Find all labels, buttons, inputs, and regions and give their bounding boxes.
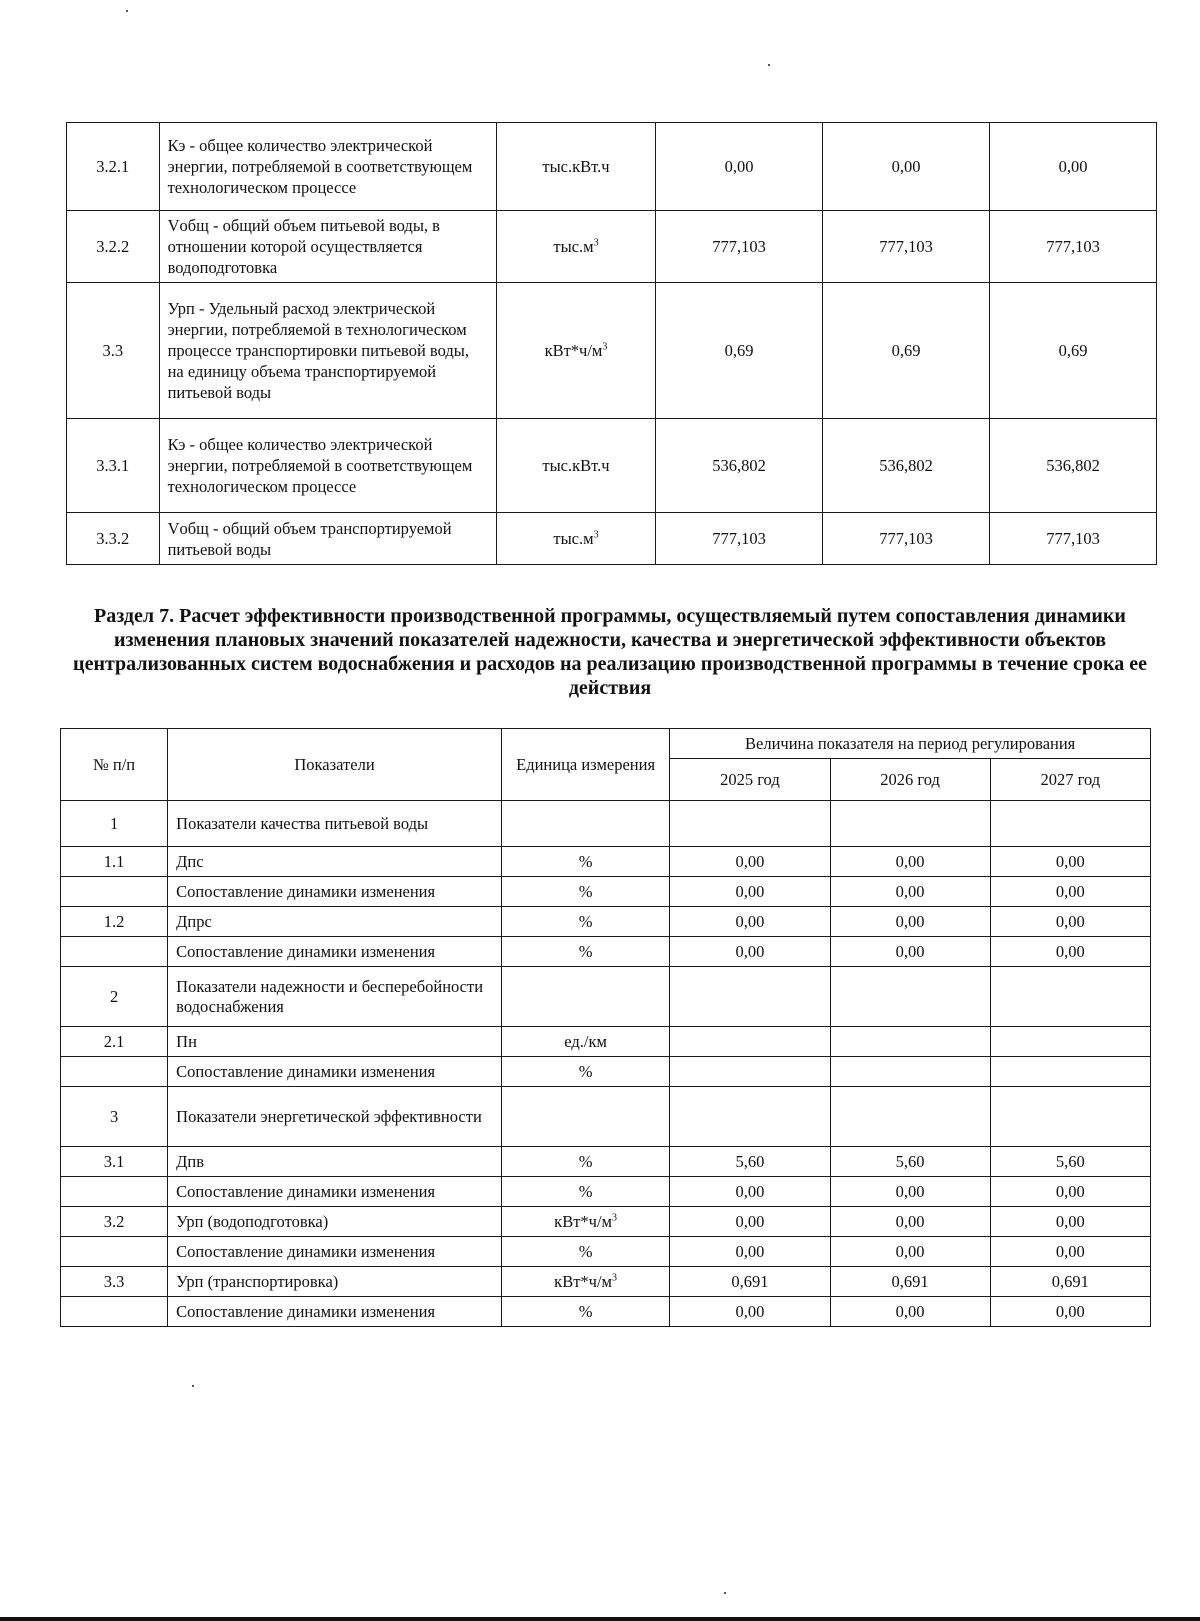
value-2027: 0,00: [990, 1297, 1150, 1327]
value-2027: 5,60: [990, 1147, 1150, 1177]
value-2025: 0,00: [670, 907, 830, 937]
unit-label: %: [578, 1181, 593, 1201]
table-row: [61, 967, 1151, 1027]
unit-exponent: 3: [602, 341, 608, 352]
unit-label: тыс.кВт.ч: [542, 156, 610, 176]
table-row: [67, 123, 1157, 211]
value-2026: 0,00: [823, 123, 990, 211]
value-2027: 0,00: [990, 847, 1150, 877]
unit-label: %: [578, 851, 593, 871]
header-period: Величина показателя на период регулирования: [670, 729, 1151, 759]
value-2025: [670, 1027, 830, 1057]
row-number: [61, 1297, 168, 1327]
indicator-name: Сопоставление динамики изменения: [168, 1237, 502, 1267]
header-year-2025: 2025 год: [670, 759, 830, 801]
value-2025: 0,00: [670, 1207, 830, 1237]
indicator-name: Сопоставление динамики изменения: [168, 877, 502, 907]
indicator-name: Кэ - общее количество электрической энергии, потребляемой в соответствующем технологическом процессе: [159, 123, 496, 211]
value-2027: [990, 801, 1150, 847]
row-number: 3: [61, 1087, 168, 1147]
header-year-2026: 2026 год: [830, 759, 990, 801]
value-2026: 0,00: [830, 1297, 990, 1327]
value-2025: [670, 801, 830, 847]
indicator-name: Сопоставление динамики изменения: [168, 1057, 502, 1087]
value-2026: 777,103: [823, 211, 990, 283]
indicator-name: Показатели энергетической эффективности: [168, 1087, 502, 1147]
unit-cell: [501, 937, 669, 967]
value-2027: [990, 1057, 1150, 1087]
value-2025: 0,00: [670, 937, 830, 967]
row-number: 2.1: [61, 1027, 168, 1057]
value-2025: 0,00: [670, 1297, 830, 1327]
table-row: [67, 211, 1157, 283]
value-2026: 0,00: [830, 877, 990, 907]
value-2027: 0,00: [990, 907, 1150, 937]
row-number: 3.3.1: [67, 419, 160, 513]
indicator-name: Vобщ - общий объем транспортируемой питьевой воды: [159, 513, 496, 565]
row-number: 3.2.2: [67, 211, 160, 283]
table-row: [61, 1297, 1151, 1327]
value-2027: [990, 1087, 1150, 1147]
value-2025: 0,00: [670, 1237, 830, 1267]
header-year-2027: 2027 год: [990, 759, 1150, 801]
unit-cell: [501, 1027, 669, 1057]
indicator-name: Кэ - общее количество электрической энергии, потребляемой в соответствующем технологическом процессе: [159, 419, 496, 513]
efficiency-comparison-table: [60, 728, 1151, 1327]
table-row: [61, 1207, 1151, 1237]
row-number: 3.3.2: [67, 513, 160, 565]
unit-label: %: [578, 941, 593, 961]
row-number: [61, 1177, 168, 1207]
scan-speck: [126, 10, 128, 12]
unit-cell: [501, 1057, 669, 1087]
table-row: [61, 1267, 1151, 1297]
table-row: [67, 419, 1157, 513]
value-2027: 0,00: [990, 1207, 1150, 1237]
indicator-name: Vобщ - общий объем питьевой воды, в отношении которой осуществляется водоподготовка: [159, 211, 496, 283]
unit-label: тыс.кВт.ч: [542, 455, 610, 475]
indicator-name: Показатели надежности и бесперебойности водоснабжения: [168, 967, 502, 1027]
value-2026: 0,00: [830, 1177, 990, 1207]
indicator-name: Урп (транспортировка): [168, 1267, 502, 1297]
unit-cell: [501, 847, 669, 877]
unit-label: %: [578, 1061, 593, 1081]
value-2025: 0,691: [670, 1267, 830, 1297]
indicator-name: Сопоставление динамики изменения: [168, 1297, 502, 1327]
table-row: [67, 283, 1157, 419]
value-2025: [670, 1087, 830, 1147]
unit-label: %: [578, 881, 593, 901]
unit-label: кВт*ч/м: [544, 340, 603, 360]
unit-cell: [501, 1177, 669, 1207]
value-2026: 536,802: [823, 419, 990, 513]
value-2027: 0,00: [990, 1177, 1150, 1207]
row-number: 3.2.1: [67, 123, 160, 211]
unit-label: %: [578, 1301, 593, 1321]
unit-cell: [501, 967, 669, 1027]
unit-cell: [501, 907, 669, 937]
value-2026: [830, 1027, 990, 1057]
row-number: 1.1: [61, 847, 168, 877]
value-2026: [830, 801, 990, 847]
table-row: [61, 847, 1151, 877]
table-row: [61, 1237, 1151, 1267]
row-number: [61, 877, 168, 907]
indicator-name: Урп (водоподготовка): [168, 1207, 502, 1237]
value-2026: 0,00: [830, 907, 990, 937]
row-number: [61, 1057, 168, 1087]
row-number: 1.2: [61, 907, 168, 937]
row-number: 2: [61, 967, 168, 1027]
value-2026: 0,69: [823, 283, 990, 419]
value-2027: 0,00: [990, 877, 1150, 907]
value-2027: 0,00: [990, 1237, 1150, 1267]
row-number: 3.3: [61, 1267, 168, 1297]
scan-speck: [724, 1592, 726, 1594]
unit-exponent: 3: [593, 529, 599, 540]
scan-edge: [0, 1617, 1200, 1621]
value-2026: [830, 1057, 990, 1087]
row-number: 1: [61, 801, 168, 847]
value-2027: 0,00: [990, 937, 1150, 967]
unit-exponent: 3: [593, 237, 599, 248]
unit-exponent: 3: [611, 1212, 617, 1223]
indicator-name: Сопоставление динамики изменения: [168, 1177, 502, 1207]
row-number: 3.2: [61, 1207, 168, 1237]
table-row: [61, 1027, 1151, 1057]
unit-cell: [501, 1297, 669, 1327]
value-2025: [670, 967, 830, 1027]
value-2025: 0,00: [670, 1177, 830, 1207]
value-2027: 0,00: [990, 123, 1157, 211]
value-2026: 0,00: [830, 847, 990, 877]
unit-cell: [501, 1147, 669, 1177]
unit-cell: [501, 1207, 669, 1237]
header-indicators: Показатели: [168, 729, 502, 801]
table-row: [61, 1057, 1151, 1087]
indicator-name: Сопоставление динамики изменения: [168, 937, 502, 967]
header-number: № п/п: [61, 729, 168, 801]
row-number: 3.1: [61, 1147, 168, 1177]
unit-exponent: 3: [611, 1272, 617, 1283]
header-row: [61, 729, 1151, 759]
value-2025: 0,00: [670, 877, 830, 907]
table-row: [61, 1147, 1151, 1177]
value-2027: 777,103: [990, 211, 1157, 283]
value-2027: 0,691: [990, 1267, 1150, 1297]
unit-cell: [501, 1267, 669, 1297]
scan-speck: [192, 1385, 194, 1387]
value-2027: 536,802: [990, 419, 1157, 513]
indicator-name: Показатели качества питьевой воды: [168, 801, 502, 847]
indicator-name: Дпс: [168, 847, 502, 877]
unit-cell: [496, 211, 655, 283]
value-2025: 0,00: [670, 847, 830, 877]
table-row: [61, 937, 1151, 967]
unit-cell: [496, 419, 655, 513]
unit-cell: [496, 123, 655, 211]
row-number: [61, 937, 168, 967]
value-2025: 5,60: [670, 1147, 830, 1177]
table-row: [67, 513, 1157, 565]
value-2025: 777,103: [656, 513, 823, 565]
value-2025: 0,00: [656, 123, 823, 211]
unit-label: кВт*ч/м: [554, 1271, 612, 1291]
unit-label: тыс.м: [553, 528, 594, 548]
unit-cell: [501, 877, 669, 907]
energy-indicators-table: [66, 122, 1157, 565]
row-number: 3.3: [67, 283, 160, 419]
unit-cell: [501, 1087, 669, 1147]
value-2026: 0,00: [830, 1207, 990, 1237]
scan-speck: [768, 64, 770, 66]
unit-cell: [496, 513, 655, 565]
row-number: [61, 1237, 168, 1267]
value-2026: 5,60: [830, 1147, 990, 1177]
value-2026: 0,691: [830, 1267, 990, 1297]
table-row: [61, 877, 1151, 907]
value-2025: [670, 1057, 830, 1087]
table-row: [61, 907, 1151, 937]
unit-label: тыс.м: [553, 236, 594, 256]
unit-label: %: [578, 911, 593, 931]
value-2026: 0,00: [830, 937, 990, 967]
value-2026: [830, 967, 990, 1027]
value-2025: 0,69: [656, 283, 823, 419]
indicator-name: Дпрс: [168, 907, 502, 937]
value-2027: 0,69: [990, 283, 1157, 419]
unit-label: ед./км: [564, 1031, 607, 1051]
indicator-name: Пн: [168, 1027, 502, 1057]
value-2026: [830, 1087, 990, 1147]
unit-cell: [496, 283, 655, 419]
table-row: [61, 801, 1151, 847]
unit-cell: [501, 801, 669, 847]
header-unit: Единица измерения: [501, 729, 669, 801]
section-7-heading: Раздел 7. Расчет эффективности производственной программы, осуществляемый путем сопоставления динамики изменения плановых значений показателей надежности, качества и энергетической эффективности объектов централизованных систем водоснабжения и расходов на реализацию производственной программы в течение срока ее действия: [73, 605, 1147, 699]
value-2025: 777,103: [656, 211, 823, 283]
value-2025: 536,802: [656, 419, 823, 513]
value-2027: [990, 967, 1150, 1027]
unit-label: кВт*ч/м: [554, 1211, 612, 1231]
table-row: [61, 1177, 1151, 1207]
unit-cell: [501, 1237, 669, 1267]
value-2027: 777,103: [990, 513, 1157, 565]
value-2026: 777,103: [823, 513, 990, 565]
unit-label: %: [578, 1241, 593, 1261]
value-2027: [990, 1027, 1150, 1057]
unit-label: %: [578, 1151, 593, 1171]
indicator-name: Дпв: [168, 1147, 502, 1177]
table-row: [61, 1087, 1151, 1147]
indicator-name: Урп - Удельный расход электрической энергии, потребляемой в технологическом процессе транспортировки питьевой воды, на единицу объема транспортируемой питьевой воды: [159, 283, 496, 419]
value-2026: 0,00: [830, 1237, 990, 1267]
